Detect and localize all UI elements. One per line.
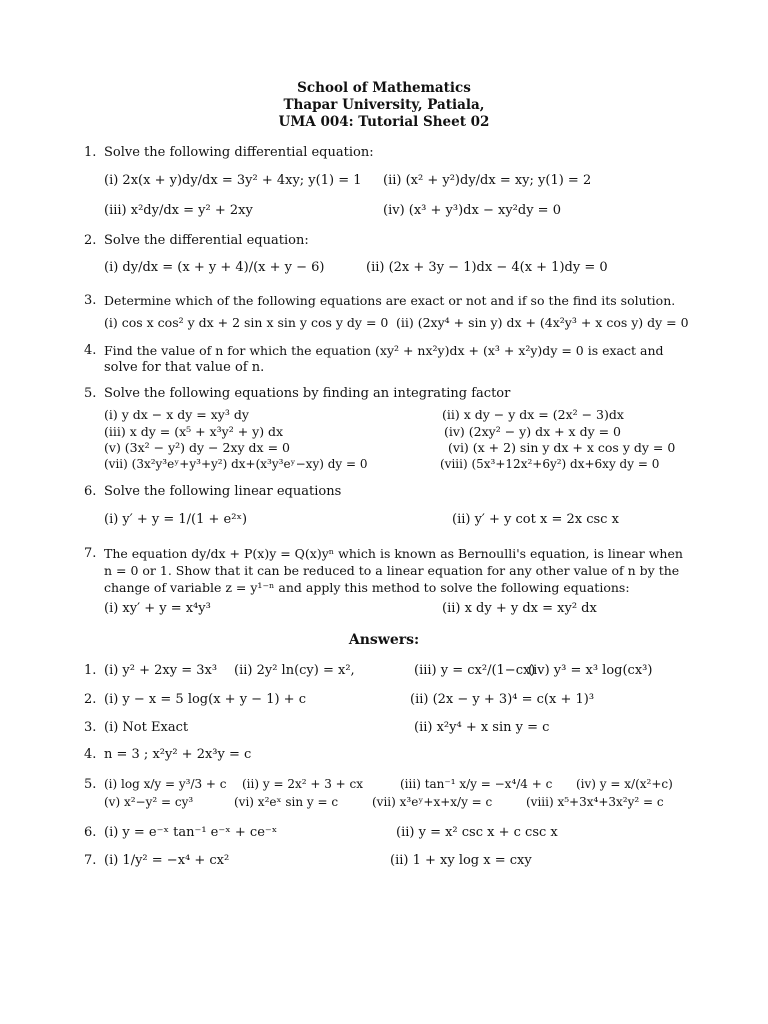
question-text: Solve the following equations by finding an integrating factor: [104, 386, 511, 401]
answer-number: 1.: [84, 663, 97, 678]
equation-item: (iii) x²dy/dx = y² + 2xy: [104, 203, 253, 218]
answer-item: (iv) y = x/(x²+c): [576, 777, 673, 791]
equation-item: (ii) x dy + y dx = xy² dx: [442, 601, 597, 616]
equation-item: (v) (3x² − y²) dy − 2xy dx = 0: [104, 440, 290, 455]
equation-item: (ii) y′ + y cot x = 2x csc x: [452, 512, 619, 527]
equation-item: (i) y dx − x dy = xy³ dy: [104, 407, 249, 422]
answer-number: 7.: [84, 853, 97, 868]
question-text: n = 0 or 1. Show that it can be reduced to a linear equation for any other value of n by the: [104, 563, 680, 578]
equation-item: (i) cos x cos² y dx + 2 sin x sin y cos y dy = 0: [104, 315, 389, 330]
equation-item: (i) 2x(x + y)dy/dx = 3y² + 4xy; y(1) = 1: [104, 173, 362, 188]
answer-number: 4.: [84, 747, 97, 762]
answer-item: (iii) tan⁻¹ x/y = −x⁴/4 + c: [400, 777, 553, 791]
answer-item: (ii) 2y² ln(cy) = x²,: [234, 663, 355, 678]
answer-item: (ii) x²y⁴ + x sin y = c: [414, 720, 550, 735]
question-number: 7.: [84, 546, 97, 561]
answer-item: (ii) y = x² csc x + c csc x: [396, 825, 558, 840]
answer-item: (ii) 1 + xy log x = cxy: [390, 853, 532, 868]
equation-item: (iv) (x³ + y³)dx − xy²dy = 0: [383, 203, 561, 218]
equation-item: (vii) (3x²y³eʸ+y³+y²) dx+(x³y³eʸ−xy) dy = 0: [104, 457, 368, 471]
answer-item: (ii) (2x − y + 3)⁴ = c(x + 1)³: [410, 692, 595, 707]
question-text: Solve the differential equation:: [104, 233, 309, 248]
question-text: solve for that value of n.: [104, 360, 265, 375]
answer-item: (i) Not Exact: [104, 720, 189, 735]
answer-item: (i) y² + 2xy = 3x³: [104, 663, 218, 678]
answer-number: 3.: [84, 720, 97, 735]
equation-item: (i) y′ + y = 1/(1 + e²ˣ): [104, 512, 248, 527]
answer-item: (i) log x/y = y³/3 + c: [104, 777, 227, 791]
equation-item: (i) xy′ + y = x⁴y³: [104, 601, 211, 616]
question-number: 6.: [84, 484, 97, 499]
question-number: 3.: [84, 293, 97, 308]
question-number: 1.: [84, 145, 97, 160]
school-title: School of Mathematics: [297, 80, 471, 96]
question-text: Determine which of the following equations are exact or not and if so the find its solution.: [104, 293, 676, 308]
answer-item: (i) 1/y² = −x⁴ + cx²: [104, 853, 230, 868]
question-text: Find the value of n for which the equation (xy² + nx²y)dx + (x³ + x²y)dy = 0 is exact and: [104, 343, 664, 358]
answer-number: 2.: [84, 692, 97, 707]
answer-item: n = 3 ; x²y² + 2x³y = c: [104, 747, 252, 762]
equation-item: (vi) (x + 2) sin y dx + x cos y dy = 0: [448, 440, 676, 455]
question-text: Solve the following linear equations: [104, 484, 342, 499]
answers-heading: Answers:: [348, 632, 420, 648]
answer-item: (vi) x²eˣ sin y = c: [234, 795, 339, 809]
answer-item: (i) y = e⁻ˣ tan⁻¹ e⁻ˣ + ce⁻ˣ: [104, 825, 278, 840]
question-number: 4.: [84, 343, 97, 358]
question-text: change of variable z = y¹⁻ⁿ and apply this method to solve the following equations:: [104, 580, 630, 595]
answer-item: (viii) x⁵+3x⁴+3x²y² = c: [526, 795, 664, 809]
question-number: 5.: [84, 386, 97, 401]
answer-number: 6.: [84, 825, 97, 840]
question-text: Solve the following differential equation:: [104, 145, 374, 160]
equation-item: (viii) (5x³+12x²+6y²) dx+6xy dy = 0: [440, 457, 660, 471]
equation-item: (ii) (x² + y²)dy/dx = xy; y(1) = 2: [383, 173, 592, 188]
answer-item: (ii) y = 2x² + 3 + cx: [242, 777, 364, 791]
question-number: 2.: [84, 233, 97, 248]
answer-number: 5.: [84, 777, 97, 792]
equation-item: (i) dy/dx = (x + y + 4)/(x + y − 6): [104, 260, 325, 275]
answer-item: (iv) y³ = x³ log(cx³): [528, 663, 653, 678]
answer-item: (v) x²−y² = cy³: [104, 795, 194, 809]
answer-item: (i) y − x = 5 log(x + y − 1) + c: [104, 692, 306, 707]
answer-item: (vii) x³eʸ+x+x/y = c: [372, 795, 493, 809]
question-text: The equation dy/dx + P(x)y = Q(x)yⁿ which is known as Bernoulli's equation, is linear when: [104, 546, 683, 561]
equation-item: (ii) x dy − y dx = (2x² − 3)dx: [442, 407, 624, 422]
university-title: Thapar University, Patiala,: [283, 97, 485, 113]
equation-item: (ii) (2xy⁴ + sin y) dx + (4x²y³ + x cos y) dy = 0: [396, 315, 689, 330]
equation-item: (iii) x dy = (x⁵ + x³y² + y) dx: [104, 424, 284, 439]
equation-item: (iv) (2xy² − y) dx + x dy = 0: [444, 424, 622, 439]
equation-item: (ii) (2x + 3y − 1)dx − 4(x + 1)dy = 0: [366, 260, 608, 275]
answer-item: (iii) y = cx²/(1−cx): [414, 663, 536, 678]
course-title: UMA 004: Tutorial Sheet 02: [278, 114, 490, 130]
